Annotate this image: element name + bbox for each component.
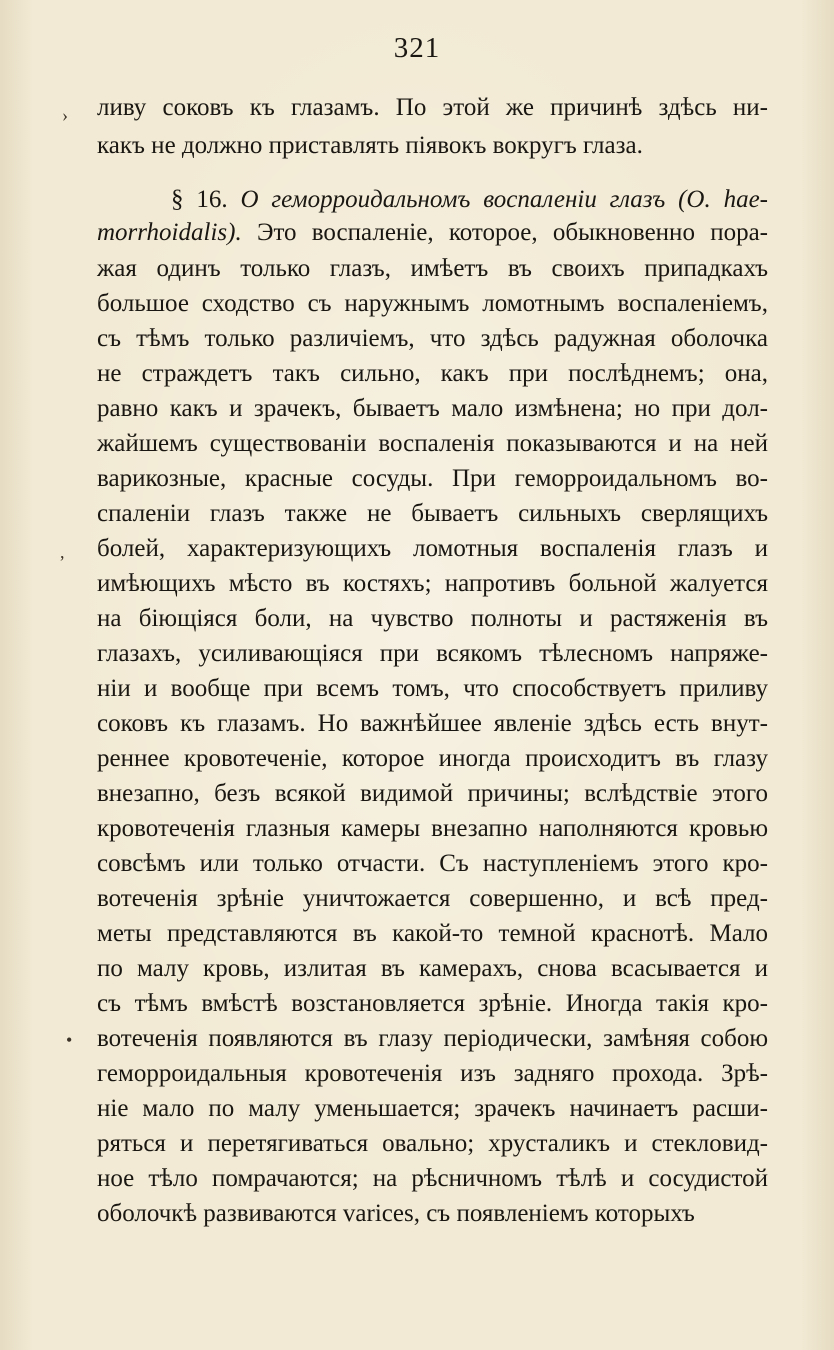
text-line: геморроидальныя кровотеченія изъ задняго прохода. Зрѣ- bbox=[97, 1060, 768, 1087]
text-line: кровотеченія глазныя камеры внезапно наполняются кровью bbox=[97, 815, 768, 842]
text-line: не страждетъ такъ сильно, какъ при послѣднемъ; она, bbox=[97, 360, 768, 387]
text-line: оболочкѣ развиваются varices, съ появленіемъ которыхъ bbox=[97, 1200, 695, 1227]
text-line: какъ не должно приставлять піявокъ вокругъ глаза. bbox=[97, 132, 643, 159]
text-line: съ тѣмъ вмѣстѣ возстановляется зрѣніе. Иногда такія кро- bbox=[97, 990, 768, 1017]
text-line bbox=[97, 216, 768, 250]
section-title-latin: (O. hae- bbox=[678, 186, 768, 213]
text-line: меты представляются въ какой-то темной краснотѣ. Мало bbox=[97, 920, 768, 947]
text-line: глазахъ, усиливающіяся при всякомъ тѣлесномъ напряже- bbox=[97, 640, 768, 667]
text-line: ніе мало по малу уменьшается; зрачекъ начинаетъ расши- bbox=[97, 1095, 768, 1122]
section-title: О геморроидальномъ воспаленіи глазъ bbox=[240, 186, 666, 213]
text-line: жая одинъ только глазъ, имѣетъ въ своихъ припадкахъ bbox=[97, 255, 768, 282]
text-line: ное тѣло помрачаются; на рѣсничномъ тѣлѣ и сосудистой bbox=[97, 1165, 768, 1192]
text-line: имѣющихъ мѣсто въ костяхъ; напротивъ больной жалуется bbox=[97, 570, 768, 597]
text-line: совсѣмъ или только отчасти. Съ наступленіемъ этого кро- bbox=[97, 850, 768, 877]
text-line: по малу кровь, излитая въ камерахъ, снова всасывается и bbox=[97, 955, 768, 982]
margin-mark: , bbox=[60, 542, 65, 562]
text-line: на біющіяся боли, на чувство полноты и растяженія въ bbox=[97, 605, 768, 632]
margin-mark: › bbox=[62, 105, 68, 125]
text-line: соковъ къ глазамъ. Но важнѣйшее явленіе здѣсь есть внут- bbox=[97, 710, 768, 737]
text-line: вотеченія появляются въ глазу періодически, замѣняя собою bbox=[97, 1025, 768, 1052]
section-title-latin-end: morrhoidalis). bbox=[97, 219, 242, 246]
text-line: съ тѣмъ только различіемъ, что здѣсь радужная оболочка bbox=[97, 325, 768, 352]
text-line: жайшемъ существованіи воспаленія показываются и на ней bbox=[97, 430, 768, 457]
section-number: § 16. bbox=[171, 186, 228, 213]
text-line: спаленіи глазъ также не бываетъ сильныхъ сверлящихъ bbox=[97, 500, 768, 527]
text-line: болей, характеризующихъ ломотныя воспаленія глазъ и bbox=[97, 535, 768, 562]
text-line: большое сходство съ наружнымъ ломотнымъ воспаленіемъ, bbox=[97, 290, 768, 317]
text-line: внезапно, безъ всякой видимой причины; вслѣдствіе этого bbox=[97, 780, 768, 807]
page-number: 321 bbox=[393, 32, 441, 64]
text-line: ніи и вообще при всемъ томъ, что способствуетъ приливу bbox=[97, 675, 768, 702]
text-line: равно какъ и зрачекъ, бываетъ мало измѣнена; но при дол- bbox=[97, 395, 768, 422]
text-line: ливу соковъ къ глазамъ. По этой же причинѣ здѣсь ни- bbox=[97, 94, 768, 121]
text-line: ряться и перетягиваться овально; хрусталикъ и стекловид- bbox=[97, 1130, 768, 1157]
text-line: варикозные, красные сосуды. При геморроидальномъ во- bbox=[97, 465, 768, 492]
text-line: вотеченія зрѣніе уничтожается совершенно, и всѣ пред- bbox=[97, 885, 768, 912]
margin-mark: • bbox=[66, 1030, 73, 1050]
text-line: реннее кровотеченіе, которое иногда происходитъ въ глазу bbox=[97, 745, 768, 772]
section-heading-line bbox=[171, 183, 768, 217]
text-span: Это воспаленіе, которое, обыкновенно пора- bbox=[256, 219, 768, 246]
